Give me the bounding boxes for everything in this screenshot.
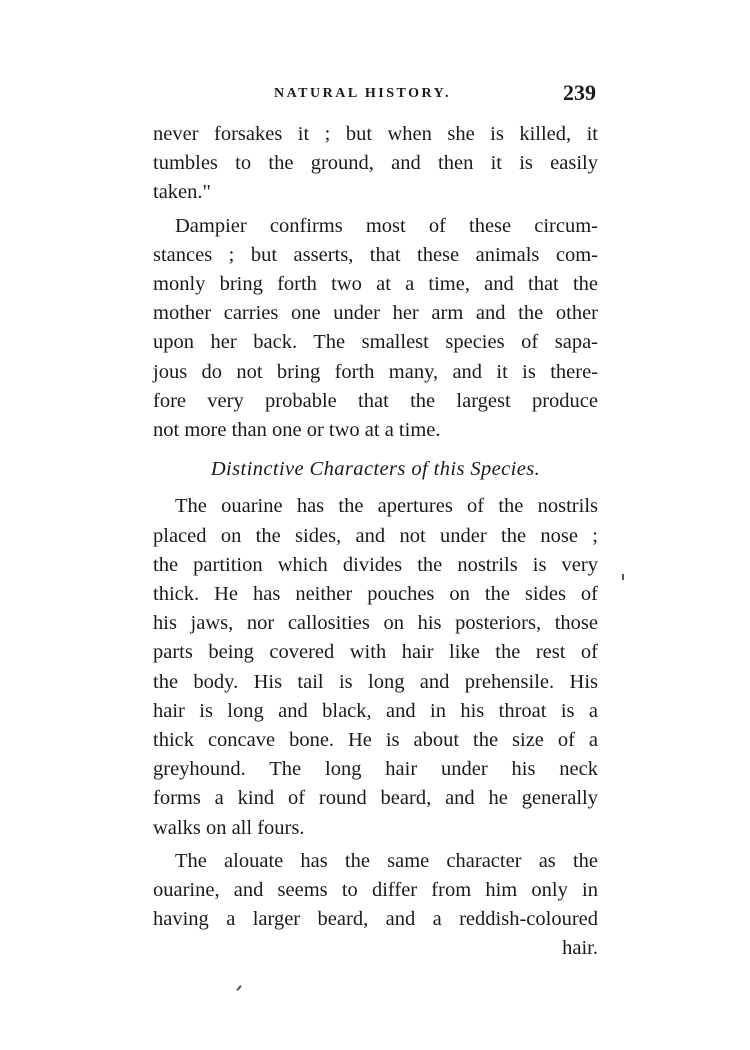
text-line: monly bring forth two at a time, and that the [153,273,598,296]
text-line: hair is long and black, and in his throat is a [153,699,598,722]
text-line: tumbles to the ground, and then it is easily [153,152,598,175]
section-heading: Distinctive Characters of this Species. [210,458,541,481]
print-speck [622,574,624,580]
print-speck [236,985,241,991]
text-line: placed on the sides, and not under the nose ; [153,524,598,547]
text-line: parts being covered with hair like the rest of [153,641,598,664]
text-line: upon her back. The smallest species of sapa- [153,331,598,354]
text-line: the partition which divides the nostrils is very [153,553,598,576]
text-line: The ouarine has the apertures of the nostrils [175,495,598,518]
text-line: Dampier confirms most of these circum- [175,214,598,237]
running-head: NATURAL HISTORY. [274,86,451,101]
page-number: 239 [563,80,596,105]
text-line: the body. His tail is long and prehensile. His [153,670,598,693]
text-line: not more than one or two at a time. [153,419,441,442]
text-line: jous do not bring forth many, and it is there- [153,360,598,383]
text-line: greyhound. The long hair under his neck [153,758,598,781]
page-header [150,80,600,110]
text-line: hair. [562,937,598,960]
text-line: stances ; but asserts, that these animals com- [153,243,598,266]
paragraph-alouate [153,847,598,964]
text-line: thick concave bone. He is about the size of a [153,729,598,752]
text-line: fore very probable that the largest produce [153,389,598,412]
paragraph-ouarine [153,492,598,842]
text-line: mother carries one under her arm and the other [153,302,598,325]
text-line: thick. He has neither pouches on the sides of [153,583,598,606]
body-text [153,120,598,964]
text-line: walks on all fours. [153,816,305,839]
paragraph-dampier [153,212,598,446]
text-line: The alouate has the same character as the [175,849,598,872]
text-line: taken." [153,181,211,204]
text-line: his jaws, nor callosities on his posteriors, those [153,612,598,635]
paragraph-continuation [153,120,598,208]
text-line: ouarine, and seems to differ from him only in [153,879,598,902]
text-line: having a larger beard, and a reddish-coloured [153,908,598,931]
text-line: never forsakes it ; but when she is killed, it [153,123,598,145]
text-line: forms a kind of round beard, and he generally [153,787,598,810]
